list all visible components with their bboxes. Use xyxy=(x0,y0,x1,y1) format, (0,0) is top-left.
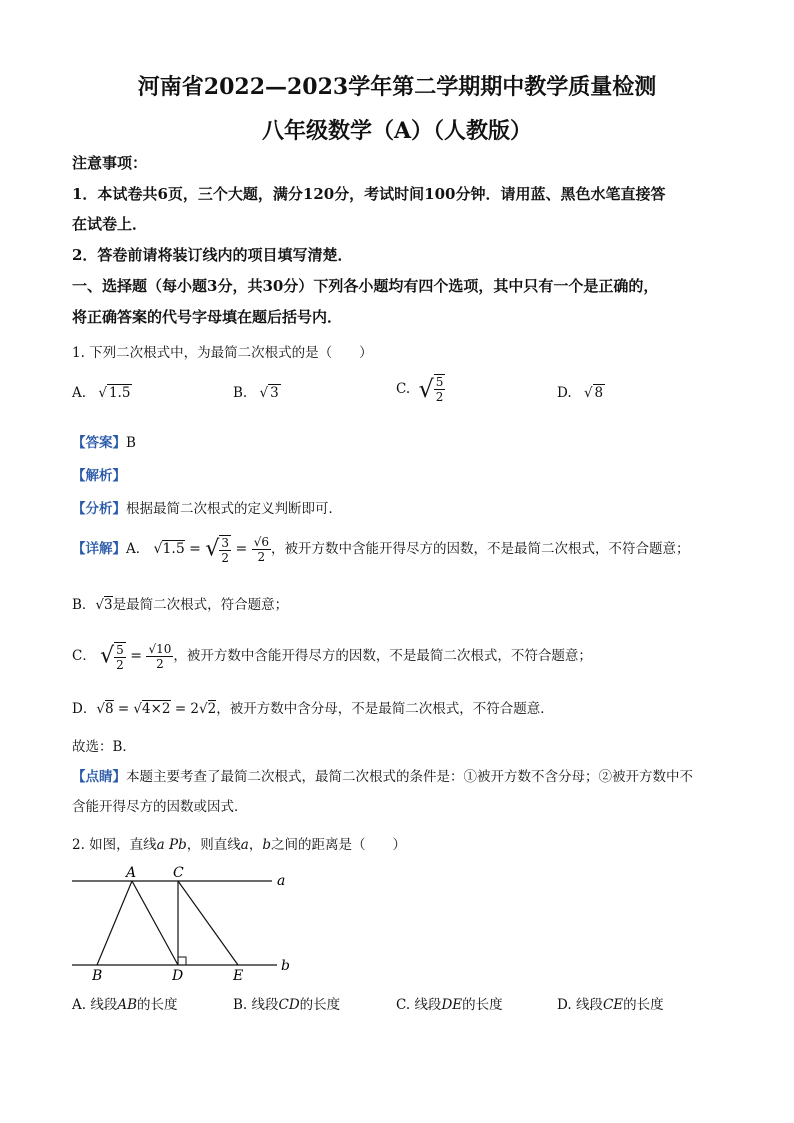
q2-figure xyxy=(60,860,320,985)
option-letter: D. xyxy=(557,385,572,401)
q1-dianjing-line-1 xyxy=(72,765,693,785)
q1-choose: 故选：B． xyxy=(72,739,136,755)
detail-d-formula: √8 = √4×2 = 2√2 xyxy=(96,701,217,717)
option-letter: B. xyxy=(233,385,248,401)
option-letter: B. xyxy=(233,997,248,1013)
option-pre: 线段 xyxy=(90,997,118,1013)
q1-detail-a xyxy=(72,530,689,569)
section-1-line-1: 一、选择题（每小题3分，共30分）下列各小题均有四个选项，其中只有一个是正确的， xyxy=(72,277,659,295)
q1-option-c xyxy=(396,374,445,404)
section-1-line-2: 将正确答案的代号字母填在题后括号内． xyxy=(72,308,343,326)
option-pre: 线段 xyxy=(251,997,279,1013)
q1-detail-d xyxy=(72,697,554,717)
detail-b-formula: √3 xyxy=(95,597,113,613)
fraction-numerator: 5 xyxy=(435,375,444,389)
q2-stem-post: 之间的距离是（ ） xyxy=(270,837,406,853)
detail-a-prefix: A． xyxy=(126,541,150,557)
detail-c-text: ，被开方数中含能开得尽方的因数，不是最简二次根式，不符合题意； xyxy=(173,648,592,664)
option-letter: C. xyxy=(396,997,411,1013)
option-post: 的长度 xyxy=(623,997,664,1013)
q1-option-d xyxy=(557,385,605,401)
exam-title: 河南省2022—2023学年第二学期期中教学质量检测 xyxy=(137,74,657,100)
q2-option-c xyxy=(396,993,503,1013)
sqrt-symbol: √ xyxy=(418,375,434,403)
label-E: E xyxy=(233,968,244,984)
q1-answer xyxy=(72,431,136,451)
option-post: 的长度 xyxy=(137,997,178,1013)
option-segment: CD xyxy=(278,997,300,1013)
detail-tag: 【详解】 xyxy=(72,541,126,557)
option-letter: A. xyxy=(72,385,87,401)
segment-ce xyxy=(178,881,238,965)
q2-stem-comma: ， xyxy=(248,837,263,853)
option-segment: AB xyxy=(117,997,138,1013)
radicand: 3 xyxy=(270,385,279,401)
q2-stem xyxy=(72,833,406,853)
option-post: 的长度 xyxy=(299,997,341,1013)
detail-d-text: ，被开方数中含分母，不是最简二次根式，不符合题意． xyxy=(216,701,554,717)
q2-stem-parallel: a Pb xyxy=(156,837,187,853)
answer-tag: 【答案】 xyxy=(72,435,126,451)
option-letter: A. xyxy=(72,997,87,1013)
dianjing-tag: 【点睛】 xyxy=(72,769,126,785)
option-segment: CE xyxy=(602,997,624,1013)
option-segment: DE xyxy=(441,997,463,1013)
label-C: C xyxy=(173,865,184,881)
q2-stem-mid: ，则直线 xyxy=(186,837,241,853)
segment-ad xyxy=(132,881,178,965)
notice-item-1-line-2: 在试卷上． xyxy=(72,215,148,233)
detail-a-formula: √1.5 = √ $\frac{3}{2}$ = $\frac{√6}{2}$ xyxy=(153,535,269,565)
dianjing-text: 本题主要考查了最简二次根式，最简二次根式的条件是：①被开方数不含分母；②被开方数中不 xyxy=(126,769,693,785)
q2-option-a xyxy=(72,993,178,1013)
sqrt-expression: √ 1.5 xyxy=(98,385,131,401)
detail-c-formula: √ $\frac{5}{2}$ = $\frac{√10}{2}$ xyxy=(100,642,172,672)
sqrt-expression: √ 8 xyxy=(583,385,604,401)
fenxi-tag: 【分析】 xyxy=(72,501,126,517)
detail-b-prefix: B． xyxy=(72,597,96,613)
q1-option-b xyxy=(233,385,281,401)
detail-b-text: 是最简二次根式，符合题意； xyxy=(112,597,289,613)
label-a: a xyxy=(277,873,286,889)
q1-detail-b xyxy=(72,593,288,613)
label-D: D xyxy=(172,968,184,984)
fraction-denominator: 2 xyxy=(435,390,444,404)
q2-stem-a: a xyxy=(240,837,249,853)
right-angle-mark xyxy=(178,957,186,965)
option-pre: 线段 xyxy=(414,997,442,1013)
exam-subtitle: 八年级数学（A）（人教版） xyxy=(261,118,533,144)
detail-d-prefix: D． xyxy=(72,701,97,717)
label-B: B xyxy=(92,968,103,984)
fenxi-text: 根据最简二次根式的定义判断即可． xyxy=(126,501,342,517)
notice-heading: 注意事项： xyxy=(72,154,148,172)
option-pre: 线段 xyxy=(575,997,603,1013)
radicand: 1.5 xyxy=(108,385,131,401)
q1-analysis-tag xyxy=(72,464,126,484)
option-post: 的长度 xyxy=(462,997,503,1013)
q2-stem-b: b xyxy=(262,837,271,853)
radicand: 8 xyxy=(594,385,604,401)
q2-stem-pre: 2. 如图，直线 xyxy=(72,837,157,853)
notice-item-1-line-1: 1．本试卷共6页，三个大题，满分120分，考试时间100分钟．请用蓝、黑色水笔直接答 xyxy=(72,185,666,203)
option-letter: D. xyxy=(557,997,572,1013)
answer-value: B xyxy=(126,435,136,451)
label-A: A xyxy=(126,865,137,881)
q1-option-a xyxy=(72,385,132,401)
sqrt-expression: √ 3 xyxy=(259,385,279,401)
q1-fenxi xyxy=(72,497,342,517)
detail-a-text: ，被开方数中含能开得尽方的因数，不是最简二次根式，不符合题意； xyxy=(270,541,690,557)
detail-c-prefix: C． xyxy=(72,648,96,664)
q1-detail-c xyxy=(72,638,592,675)
q1-dianjing-line-2: 含能开得尽方的因数或因式． xyxy=(72,799,248,815)
analysis-tag: 【解析】 xyxy=(72,468,126,484)
fraction xyxy=(434,374,446,404)
q2-option-d xyxy=(557,993,664,1013)
label-b: b xyxy=(281,958,290,974)
option-letter: C. xyxy=(396,381,411,397)
q1-stem: 1. 下列二次根式中，为最简二次根式的是（ ） xyxy=(72,345,373,361)
notice-item-2: 2．答卷前请将装订线内的项目填写清楚． xyxy=(72,246,353,264)
q2-option-b xyxy=(233,993,340,1013)
segment-ab xyxy=(97,881,132,965)
